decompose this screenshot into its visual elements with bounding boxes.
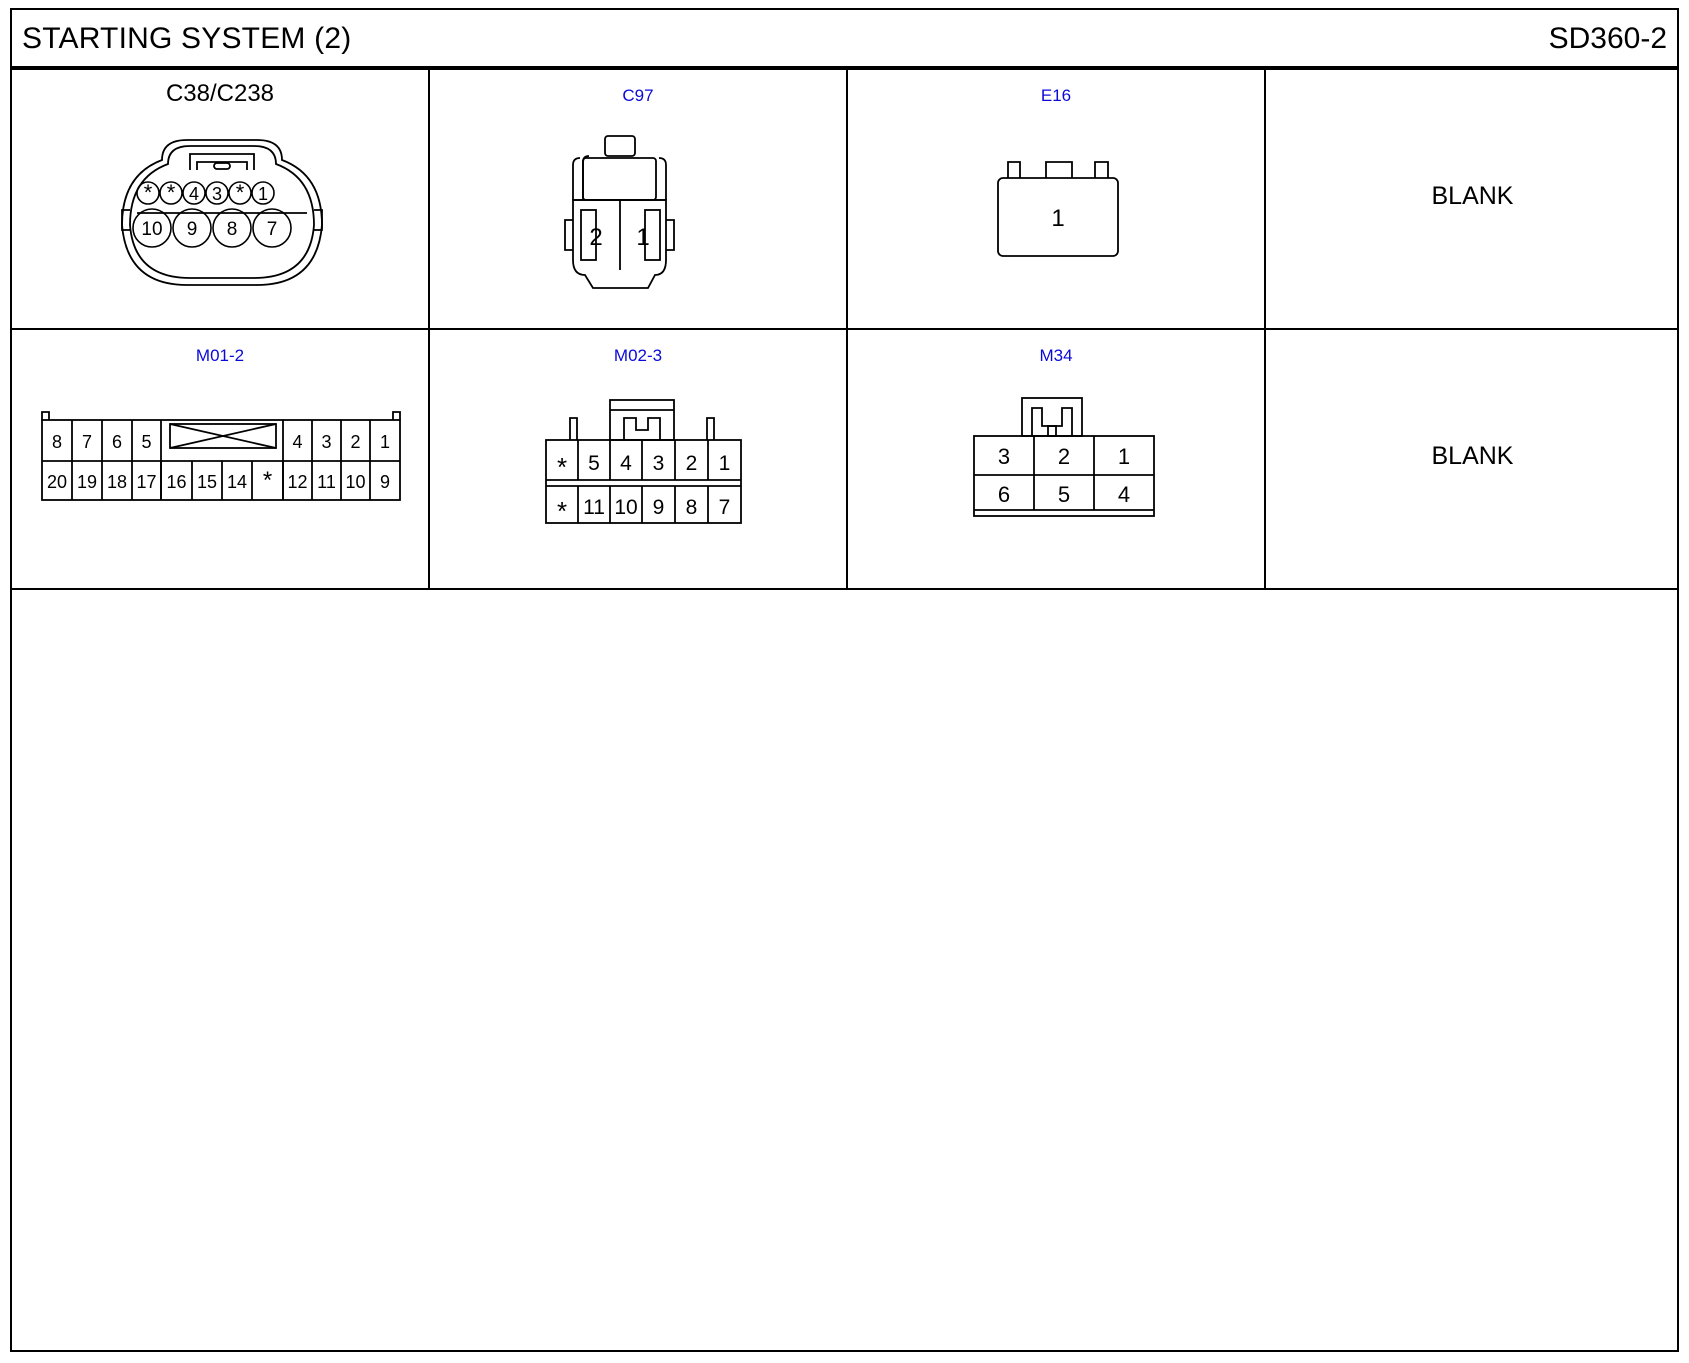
m34-pin-6: 6: [997, 482, 1011, 507]
m01-pin-12: 12: [287, 472, 308, 492]
m02-pin-3: 3: [652, 452, 665, 475]
cell-m34: [848, 330, 1266, 590]
m02-pin-4: 4: [620, 452, 632, 475]
m01-pin-16: 16: [166, 472, 187, 492]
connector-m01-drawing: [12, 330, 430, 590]
cell-blank-1: [1266, 70, 1679, 330]
c38-pin-unused: *: [235, 180, 245, 205]
blank-label-1: BLANK: [1431, 182, 1514, 210]
m01-pin-14: 14: [226, 472, 248, 492]
m02-pin-1: 1: [718, 452, 731, 475]
cell-m01: [12, 330, 430, 590]
connector-label-c38: C38/C238: [165, 80, 275, 107]
c38-pin-7: 7: [266, 219, 278, 240]
connector-label-m34: M34: [1039, 346, 1073, 365]
header-bar: [12, 10, 1677, 70]
c38-pin-8: 8: [226, 219, 238, 240]
cell-e16: [848, 70, 1266, 330]
m01-pin-17: 17: [136, 472, 157, 492]
connector-label-e16: E16: [1040, 86, 1072, 105]
m01-pin-7: 7: [81, 432, 93, 452]
m01-pin-6: 6: [111, 432, 123, 452]
m01-pin-9: 9: [379, 472, 391, 492]
c38-pin-9: 9: [186, 219, 198, 240]
connector-c38-drawing: [12, 70, 430, 330]
m01-pin-11: 11: [317, 472, 336, 492]
m34-pin-2: 2: [1057, 444, 1071, 469]
m01-pin-1: 1: [379, 432, 391, 452]
e16-pin-1: 1: [1051, 205, 1065, 232]
m34-pin-1: 1: [1117, 444, 1131, 469]
connector-label-c97: C97: [622, 86, 654, 105]
m01-pin-5: 5: [141, 432, 152, 452]
blank-label-2: BLANK: [1431, 442, 1514, 470]
m01-pin-8: 8: [51, 432, 63, 452]
connector-m02-drawing: [430, 330, 848, 590]
connector-c97-drawing: [430, 70, 848, 330]
m34-pin-5: 5: [1057, 482, 1071, 507]
m01-pin-18: 18: [106, 472, 128, 492]
m02-pin-11: 11: [583, 496, 605, 519]
c97-pin-1: 1: [636, 224, 650, 251]
c97-pin-2: 2: [589, 224, 603, 251]
connector-label-m02: M02-3: [613, 346, 663, 365]
m01-pin-15: 15: [196, 472, 218, 492]
c38-pin-1: 1: [257, 184, 269, 204]
c38-pin-4: 4: [188, 184, 200, 204]
c38-pin-unused: *: [143, 180, 153, 205]
connector-label-m01: M01-2: [195, 346, 245, 365]
m02-pin-7: 7: [718, 496, 731, 519]
m02-pin-8: 8: [685, 496, 698, 519]
cell-blank-2: [1266, 330, 1679, 590]
cell-c38: [12, 70, 430, 330]
m02-pin-5: 5: [588, 452, 600, 475]
c38-pin-10: 10: [141, 219, 163, 240]
m02-pin-unused: *: [556, 452, 568, 482]
m34-pin-3: 3: [997, 444, 1011, 469]
m02-pin-9: 9: [652, 496, 665, 519]
m01-pin-4: 4: [292, 432, 303, 452]
cell-m02: [430, 330, 848, 590]
c38-pin-unused: *: [166, 180, 176, 205]
m01-pin-2: 2: [350, 432, 361, 452]
connector-m34-drawing: [848, 330, 1266, 590]
m01-pin-19: 19: [76, 472, 98, 492]
connector-grid: [12, 70, 1677, 590]
m01-pin-10: 10: [345, 472, 366, 492]
m02-pin-unused: *: [556, 496, 568, 526]
c38-pin-3: 3: [211, 184, 223, 204]
m01-pin-3: 3: [321, 432, 332, 452]
m01-pin-unused: *: [262, 467, 273, 494]
page-code: SD360-2: [1548, 22, 1667, 55]
diagram-sheet: [10, 8, 1679, 1352]
m02-pin-10: 10: [614, 496, 638, 519]
m02-pin-2: 2: [685, 452, 698, 475]
page-title: STARTING SYSTEM (2): [22, 22, 352, 55]
m34-pin-4: 4: [1117, 482, 1131, 507]
m01-pin-20: 20: [46, 472, 68, 492]
connector-e16-drawing: [848, 70, 1266, 330]
cell-c97: [430, 70, 848, 330]
